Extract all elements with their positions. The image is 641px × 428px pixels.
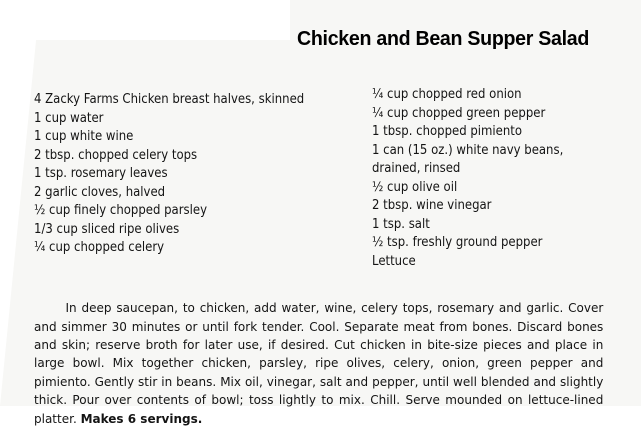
ingredient: 1 cup water: [34, 110, 104, 126]
ingredient: 4 Zacky Farms Chicken breast halves, skinned: [34, 92, 305, 107]
ingredient: ½ cup finely chopped parsley: [34, 203, 208, 218]
ingredient: 1 tsp. rosemary leaves: [34, 166, 168, 181]
ingredient: 1 cup white wine: [34, 129, 134, 144]
ingredients-list-left: [34, 91, 304, 258]
ingredient: 1/3 cup sliced ripe olives: [34, 221, 180, 237]
clipping-corner-top: [0, 0, 290, 40]
ingredient: ¼ cup chopped green pepper: [372, 105, 546, 121]
ingredient: drained, rinsed: [372, 161, 461, 176]
recipe-title: Chicken and Bean Supper Salad: [297, 28, 590, 50]
ingredient: ¼ cup chopped red onion: [372, 87, 522, 102]
ingredient: 1 can (15 oz.) white navy beans,: [372, 142, 564, 158]
ingredient: ½ cup olive oil: [372, 179, 458, 195]
ingredient: 2 tbsp. wine vinegar: [372, 198, 492, 213]
instructions-text: In deep saucepan, to chicken, add water, wine, celery tops, rosemary and garlic. Cover and simmer 30 minutes or until fork tender. Cool. Separate meat from bones. Discard bones and skin; reserve broth for later use, if desired. Cut chicken in bite-size pieces and place in large bowl. Mix together chicken, parsley, ripe olives, celery, onion, green pepper and pimiento. Gently stir in beans. Mix oil, vinegar, salt and pepper, until well blended and slightly thick. Pour over contents of bowl; toss lightly to mix. Chill. Serve mounded on lettuce-lined platter.: [34, 301, 604, 426]
ingredient: ½ tsp. freshly ground pepper: [372, 235, 543, 250]
ingredient: 2 garlic cloves, halved: [34, 184, 166, 200]
recipe-yield: Makes 6 servings.: [80, 411, 203, 426]
ingredient: 2 tbsp. chopped celery tops: [34, 147, 198, 163]
ingredient: ¼ cup chopped celery: [34, 240, 165, 255]
recipe-instructions: [34, 299, 603, 428]
ingredient: 1 tbsp. chopped pimiento: [372, 124, 523, 139]
ingredient: Lettuce: [372, 253, 416, 269]
ingredients-list-right: [372, 86, 563, 271]
ingredient: 1 tsp. salt: [372, 216, 430, 232]
